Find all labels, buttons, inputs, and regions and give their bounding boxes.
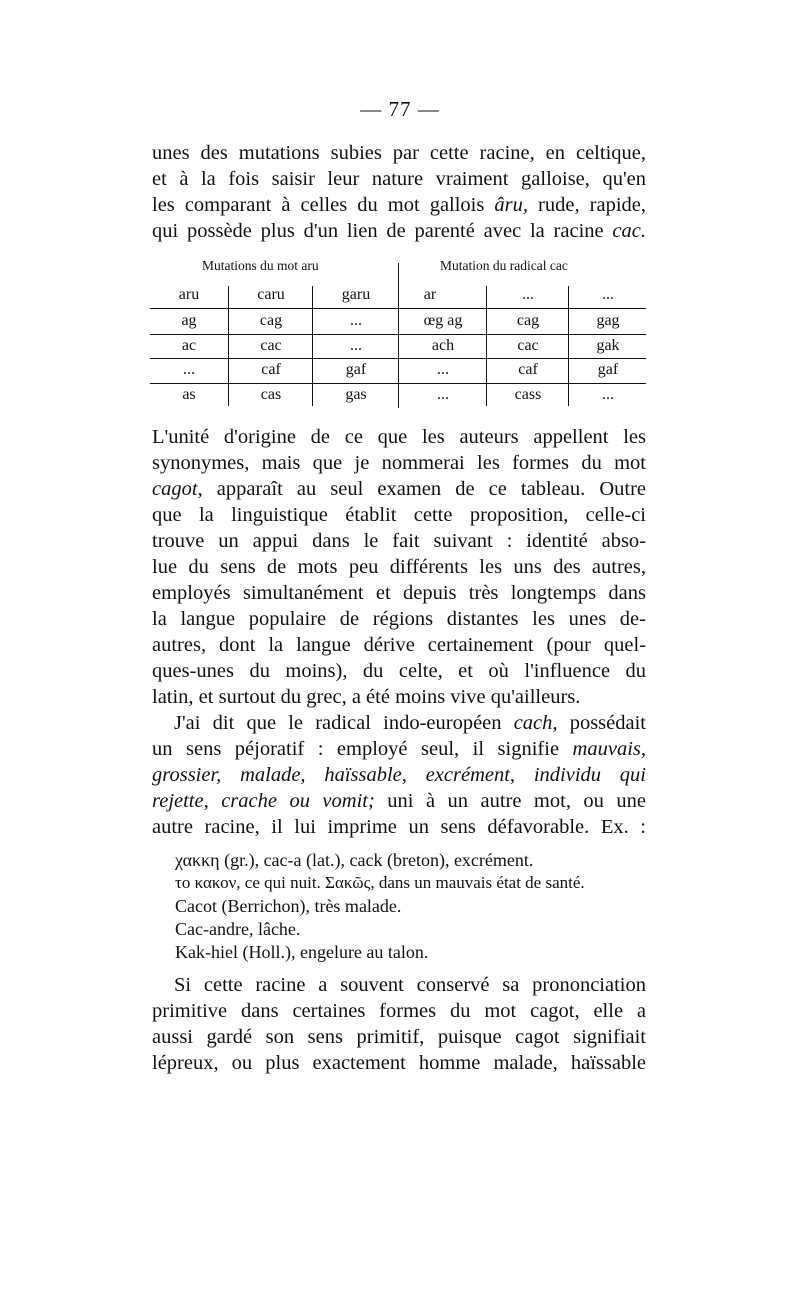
italic-word: mauvais, [572, 738, 646, 760]
table-divider [312, 286, 313, 406]
text-segment: possédait [557, 712, 646, 734]
table-divider [486, 286, 487, 406]
text-line: lépreux, ou plus exactement homme malade, haïssable [152, 1052, 646, 1074]
italic-word: cac. [612, 220, 646, 242]
table-cell: ... [350, 337, 362, 354]
body-paragraph [152, 424, 646, 710]
body-paragraph [152, 710, 646, 840]
italic-word: rejette, crache ou vomit; [152, 790, 375, 812]
table-cell: gas [345, 386, 367, 403]
text-line: aussi gardé son sens primitif, puisque cagot signifiait [152, 1026, 646, 1048]
table-cell: ach [431, 337, 455, 354]
text-line: autres, dont la langue dérive certainement (pour quel- [152, 634, 646, 656]
table-cell: gag [596, 312, 620, 329]
italic-word: cach, [513, 712, 558, 734]
text-line: Si cette racine a souvent conservé sa prononciation [174, 974, 646, 996]
text-segment: J'ai dit que le radical indo-européen [174, 712, 514, 734]
text-line: et à la fois saisir leur nature vraiment galloise, qu'en [152, 168, 646, 190]
table-center-divider [398, 263, 399, 408]
table-heading-left: Mutations du mot aru [202, 258, 319, 273]
italic-word: cagot, [152, 478, 203, 500]
text-line [152, 710, 646, 736]
table-cell: ... [602, 286, 614, 303]
text-line: trouve un appui dans le fait suivant : identité abso- [152, 530, 646, 552]
text-line: primitive dans certaines formes du mot cagot, elle a [152, 1000, 646, 1022]
body-paragraph [152, 972, 646, 1076]
text-segment: les comparant à celles du mot gallois [152, 194, 495, 216]
table-cell: as [182, 386, 196, 403]
italic-word: âru, [494, 194, 529, 216]
table-cell: gaf [345, 361, 367, 378]
text-segment: rude, rapide, [528, 194, 646, 216]
table-cell: ar [423, 286, 437, 303]
text-line: ques-unes du moins), du celte, et où l'influence du [152, 660, 646, 682]
text-line: lue du sens de mots peu différents les uns des autres, [152, 556, 646, 578]
table-cell: cag [259, 312, 283, 329]
text-line: que la linguistique établit cette proposition, celle-ci [152, 504, 646, 526]
text-segment: uni à un autre mot, ou une [374, 790, 646, 812]
table-cell: ac [181, 337, 197, 354]
table-cell: cac [517, 337, 539, 354]
text-line: employés simultanément et depuis très longtemps dans [152, 582, 646, 604]
table-cell: ... [437, 386, 449, 403]
table-cell: ... [602, 386, 614, 403]
text-segment: qui possède plus d'un lien de parenté avec la racine [152, 220, 613, 242]
table-cell: cass [514, 386, 542, 403]
text-line: synonymes, mais que je nommerai les formes du mot [152, 452, 646, 474]
example-line: Cacot (Berrichon), très malade. [175, 896, 402, 916]
table-cell: cas [260, 386, 282, 403]
table-divider [568, 286, 569, 406]
intro-paragraph [152, 140, 646, 244]
example-line: το κακον, ce qui nuit. Σακῶς, dans un mauvais état de santé. [175, 873, 585, 892]
text-line [152, 476, 646, 502]
table-cell: caf [518, 361, 538, 378]
table-cell: caf [261, 361, 281, 378]
example-line: Kak-hiel (Holl.), engelure au talon. [175, 942, 429, 962]
text-line: unes des mutations subies par cette racine, en celtique, [152, 142, 646, 164]
table-cell: ... [437, 361, 449, 378]
text-line: la langue populaire de régions distantes les unes de- [152, 608, 646, 630]
table-heading-right: Mutation du radical cac [440, 258, 568, 273]
table-cell: cac [260, 337, 282, 354]
table-cell: gak [596, 337, 620, 354]
table-row-rule [150, 308, 646, 309]
text-segment: un sens péjoratif : employé seul, il signifie [152, 738, 573, 760]
page-number: — 77 — [360, 97, 440, 121]
text-line: grossier, malade, haïssable, excrément, individu qui [152, 764, 646, 786]
table-cell: caru [257, 286, 285, 303]
table-row-rule [150, 334, 646, 335]
table-cell: ... [522, 286, 534, 303]
text-line [152, 736, 646, 762]
text-line: latin, et surtout du grec, a été moins vive qu'ailleurs. [152, 686, 581, 708]
text-line: autre racine, il lui imprime un sens défavorable. Ex. : [152, 816, 646, 838]
table-cell: garu [341, 286, 371, 303]
table-cell: œg ag [423, 312, 463, 329]
table-cell: ... [183, 361, 195, 378]
table-cell: cag [516, 312, 540, 329]
table-row-rule [150, 358, 646, 359]
text-line [152, 788, 646, 814]
example-line: χακκη (gr.), cac-a (lat.), cack (breton), excrément. [175, 850, 534, 870]
table-divider [228, 286, 229, 406]
text-line [152, 192, 646, 218]
table-cell: aru [178, 286, 200, 303]
text-line: L'unité d'origine de ce que les auteurs appellent les [152, 426, 646, 448]
mutation-table [150, 258, 650, 408]
table-cell: gaf [597, 361, 619, 378]
text-segment: apparaît au seul examen de ce tableau. Outre [202, 478, 646, 500]
table-row-rule [150, 383, 646, 384]
table-cell: ag [181, 312, 197, 329]
table-cell: ... [350, 312, 362, 329]
text-line [152, 218, 646, 244]
example-line: Cac-andre, lâche. [175, 919, 301, 939]
